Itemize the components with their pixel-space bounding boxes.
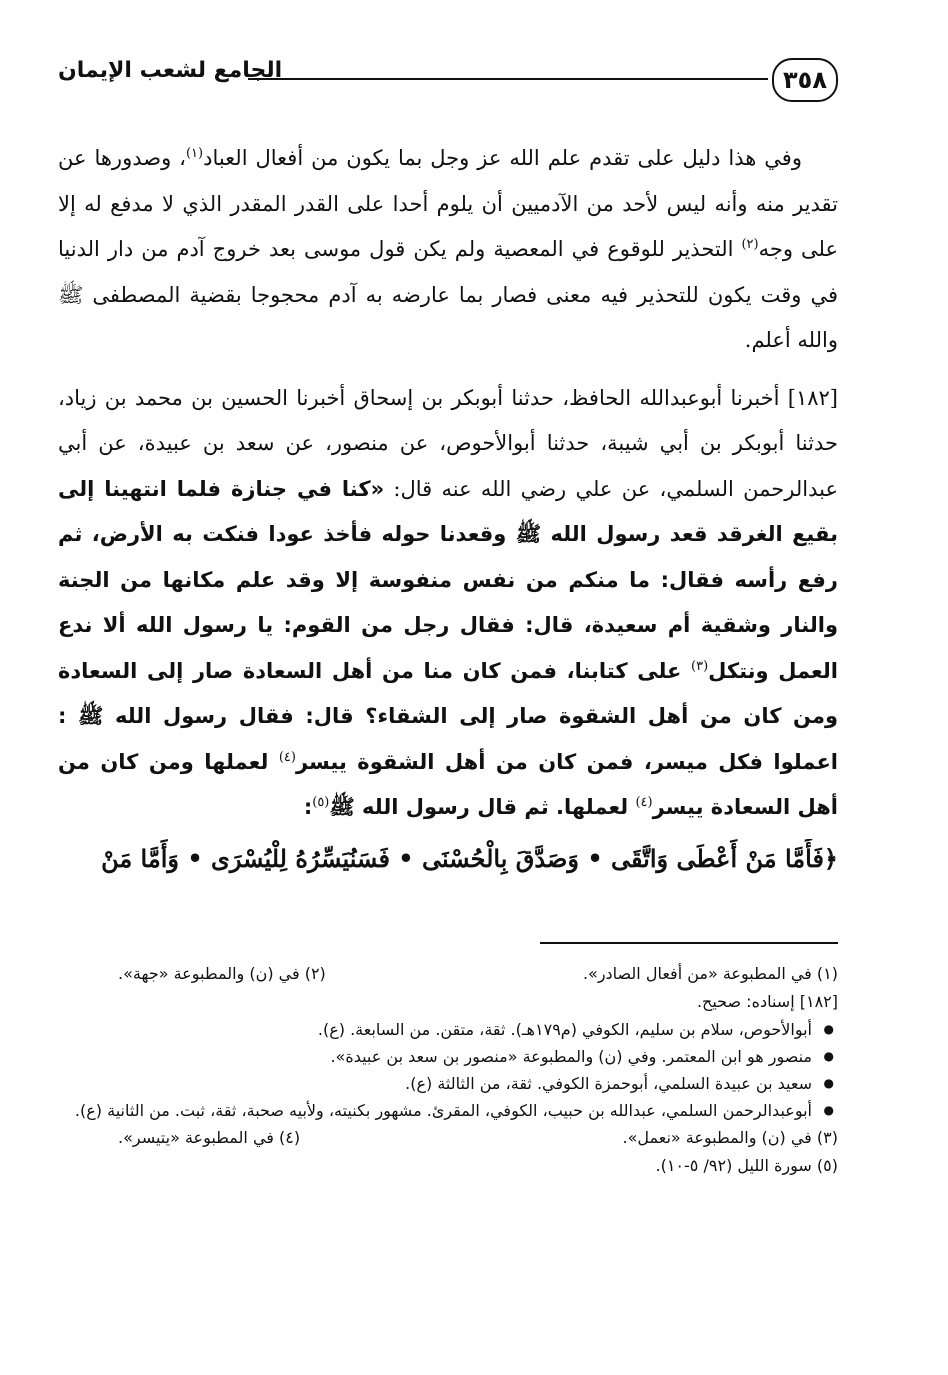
footnote-ref: (٤) — [278, 749, 296, 765]
header-divider — [248, 78, 768, 80]
main-text — [58, 136, 838, 879]
narrator-item: ● أبوعبدالرحمن السلمي، عبدالله بن حبيب، الكوفي، المقرئ. مشهور بكنيته، ولأبيه صحبة، ثقة، ثبت. من الثانية (ع). — [58, 1097, 812, 1124]
page-header — [58, 40, 838, 114]
footnote-2: (٢) في (ن) والمطبوعة «جهة». — [118, 964, 326, 983]
hadith-isnad: أخبرنا أبوعبدالله الحافظ، حدثنا أبوبكر بن إسحاق أخبرنا الحسين بن محمد بن زياد، حدثنا أبوبكر بن أبي شيبة، حدثنا أبوالأحوص، عن منصور، عن سعد بن عبيدة، عن أبي عبدالرحمن السلمي، عن علي رضي الله عنه قال: — [58, 385, 838, 501]
page-number: ٣٥٨ — [772, 58, 838, 102]
footnote-divider — [540, 942, 838, 944]
paragraph-commentary — [58, 136, 838, 376]
footnote-4: (٤) في المطبوعة «يتيسر». — [118, 1128, 301, 1147]
hadith-matn: لعملها ومن كان من أهل السعادة ييسر — [58, 749, 838, 819]
paragraph-text: ، وصدورها عن تقدير منه وأنه ليس لأحد من الآدميين أن يلوم أحدا على القدر المقدر الذي لا مدفع له إلا على وجه — [58, 146, 838, 261]
quran-verse: ﴿فَأَمَّا مَنْ أَعْطَى وَاتَّقَى • وَصَدَّقَ بِالْحُسْنَى • فَسَنُيَسِّرُهُ لِلْيُسْرَى • وَأَمَّا مَنْ — [101, 843, 838, 873]
paragraph-hadith — [58, 376, 838, 831]
narrator-item: ● منصور هو ابن المعتمر. وفي (ن) والمطبوعة «منصور بن سعد بن عبيدة». — [58, 1043, 812, 1070]
hadith-matn: على كتابنا، فمن كان منا من أهل السعادة صار إلى السعادة ومن كان من أهل الشقوة صار إلى الشقاء؟ قال: فقال رسول الله ﷺ : اعملوا فكل ميسر، فمن كان من أهل الشقوة ييسر — [58, 658, 838, 774]
narrator-item: ● سعيد بن عبيدة السلمي، أبوحمزة الكوفي. ثقة، من الثالثة (ع). — [58, 1070, 812, 1097]
narrator-item: ● أبوالأحوص، سلام بن سليم، الكوفي (م١٧٩هـ). ثقة، متقن. من السابعة. (ع). — [58, 1016, 812, 1043]
footnotes — [58, 960, 838, 1180]
hadith-matn: : — [303, 795, 313, 819]
footnote-row — [58, 1124, 838, 1152]
book-page — [58, 40, 838, 1335]
hadith-matn: «كنا في جنازة فلما انتهينا إلى بقيع الغرقد قعد رسول الله ﷺ وقعدنا حوله فأخذ عودا فنكت به الأرض، ثم رفع رأسه فقال: ما منكم من نفس منفوسة إلا وقد علم مكانها من الجنة والنار وشقية أم سعيدة، قال: فقال رجل من القوم: يا رسول الله ألا ندع العمل ونتكل — [58, 476, 838, 683]
footnote-ref: (٣) — [691, 658, 709, 674]
narrator-list — [58, 1016, 838, 1124]
footnote-ref: (٤) — [635, 795, 653, 810]
footnote-ref: (١) — [185, 146, 204, 161]
footnote-row — [58, 960, 838, 988]
isnad-grade: [١٨٢] إسناده: صحيح. — [696, 992, 838, 1011]
book-title: الجامع لشعب الإيمان — [58, 58, 283, 83]
footnote-3: (٣) في (ن) والمطبوعة «نعمل». — [622, 1128, 838, 1147]
footnote-ref: (٥) — [312, 795, 330, 810]
footnote-1: (١) في المطبوعة «من أفعال الصادر». — [582, 964, 838, 983]
hadith-matn: لعملها. ثم قال رسول الله ﷺ — [329, 795, 636, 819]
footnote-ref: (٢) — [741, 237, 759, 252]
hadith-number: [١٨٢] — [787, 385, 838, 410]
paragraph-text: التحذير للوقوع في المعصية ولم يكن قول موسى بعد خروج آدم من دار الدنيا في وقت يكون للتحذير فيه معنى فصار بما عارضه به آدم محجوجا بقضية المصطفى ﷺ والله أعلم. — [58, 237, 838, 352]
footnote-5: (٥) سورة الليل (٩٢/ ٥-١٠). — [655, 1156, 838, 1175]
paragraph-text: وفي هذا دليل على تقدم علم الله عز وجل بما يكون من أفعال العباد — [203, 146, 802, 170]
